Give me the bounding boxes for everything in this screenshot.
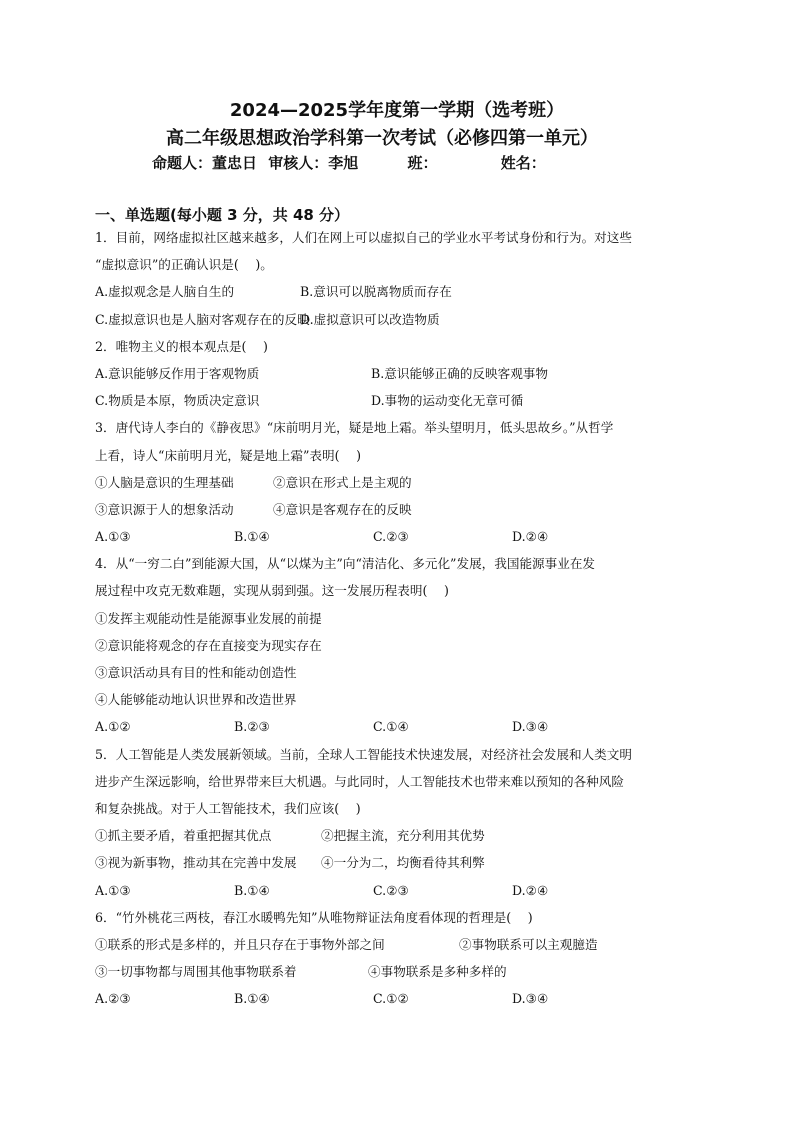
option-b: B.①④	[234, 882, 270, 898]
question-1	[95, 224, 700, 333]
option-row	[95, 360, 700, 387]
option-row	[95, 985, 700, 1012]
reviewer: 审核人：李旭	[268, 154, 359, 172]
statement-2: ②事物联系可以主观臆造	[459, 936, 598, 952]
option-a: A.①③	[95, 882, 131, 898]
option-c: C.②③	[373, 529, 409, 545]
statement-2: ②把握主流，充分利用其优势	[321, 828, 485, 844]
option-d: D.事物的运动变化无章可循	[371, 393, 524, 409]
question-stem: 3．唐代诗人李白的《静夜思》“床前明月光，疑是地上霜。举头望明月，低头思故乡。”从哲学	[95, 420, 614, 436]
name-label: 姓名：	[500, 154, 546, 172]
statement-4: ④一分为二，均衡看待其利弊	[321, 855, 485, 871]
option-b: B.②③	[234, 719, 270, 735]
question-stem: 2．唯物主义的根本观点是( )	[95, 338, 268, 354]
option-row	[95, 306, 700, 333]
option-a: A.①②	[95, 719, 131, 735]
option-b: B.①④	[234, 991, 270, 1007]
question-4	[95, 550, 700, 740]
option-row	[95, 523, 700, 550]
option-b: B.意识可以脱离物质而存在	[300, 284, 452, 300]
option-b: B.①④	[234, 529, 270, 545]
option-d: D.③④	[512, 719, 549, 735]
statement-3: ③意识活动具有目的性和能动创造性	[95, 665, 297, 680]
question-stem: “虚拟意识”的正确认识是( )。	[95, 257, 273, 273]
option-row	[95, 278, 700, 305]
question-list	[95, 224, 700, 1012]
statement-3: ③视为新事物，推动其在完善中发展	[95, 855, 297, 871]
class-label: 班：	[407, 154, 438, 172]
statement-row	[95, 822, 700, 849]
statement-4: ④事物联系是多种多样的	[368, 964, 507, 980]
statement-row	[95, 931, 700, 958]
question-stem: 1．目前，网络虚拟社区越来越多，人们在网上可以虚拟自己的学业水平考试身份和行为。对这些	[95, 230, 632, 245]
option-d: D.②④	[512, 882, 549, 898]
option-c: C.虚拟意识也是人脑对客观存在的反映	[95, 311, 310, 327]
statement-row	[95, 496, 700, 523]
exam-title-line1: 2024—2025学年度第一学期（选考班）	[229, 100, 565, 121]
question-stem: 6．“竹外桃花三两枝，春江水暖鸭先知”从唯物辩证法角度看体现的哲理是( )	[95, 909, 533, 925]
question-stem: 进步产生深远影响，给世界带来巨大机遇。与此同时，人工智能技术也带来难以预知的各种风险	[95, 773, 624, 789]
option-row	[95, 713, 700, 740]
statement-4: ④意识是客观存在的反映	[273, 501, 412, 517]
question-2	[95, 333, 700, 415]
statement-2: ②意识能将观念的存在直接变为现实存在	[95, 637, 322, 653]
question-5	[95, 741, 700, 904]
statement-1: ①抓主要矛盾，着重把握其优点	[95, 828, 272, 844]
statement-row	[95, 469, 700, 496]
statement-4: ④人能够能动地认识世界和改造世界	[95, 692, 297, 708]
question-6	[95, 904, 700, 1013]
question-stem: 上看，诗人“床前明月光，疑是地上霜”表明( )	[95, 447, 361, 463]
exam-title-line2: 高二年级思想政治学科第一次考试（必修四第一单元）	[166, 128, 598, 149]
question-stem: 展过程中攻克无数难题，实现从弱到强。这一发展历程表明( )	[95, 583, 449, 599]
statement-1: ①人脑是意识的生理基础	[95, 474, 234, 490]
exam-meta-line	[152, 152, 546, 173]
option-a: A.意识能够反作用于客观物质	[95, 365, 260, 381]
statement-row	[95, 958, 700, 985]
statement-3: ③意识源于人的想象活动	[95, 501, 234, 517]
option-c: C.①④	[373, 719, 409, 735]
option-c: C.①②	[373, 991, 409, 1007]
option-d: D.虚拟意识可以改造物质	[300, 311, 440, 327]
statement-2: ②意识在形式上是主观的	[273, 474, 412, 490]
statement-1: ①发挥主观能动性是能源事业发展的前提	[95, 610, 322, 626]
option-d: D.②④	[512, 529, 549, 545]
option-c: C.物质是本原，物质决定意识	[95, 393, 260, 409]
statement-3: ③一切事物都与周围其他事物联系着	[95, 964, 297, 980]
option-c: C.②③	[373, 882, 409, 898]
option-row	[95, 387, 700, 414]
option-a: A.①③	[95, 529, 131, 545]
question-3	[95, 414, 700, 550]
section-heading: 一、单选题(每小题 3 分，共 48 分）	[95, 206, 350, 224]
question-setter: 命题人：董忠日	[152, 154, 258, 172]
option-row	[95, 877, 700, 904]
option-d: D.③④	[512, 991, 549, 1007]
statement-row	[95, 849, 700, 876]
question-stem: 4．从“一穷二白”到能源大国，从“以煤为主”向“清洁化、多元化”发展，我国能源事业在发	[95, 556, 596, 572]
option-b: B.意识能够正确的反映客观事物	[371, 365, 548, 381]
question-stem: 和复杂挑战。对于人工智能技术，我们应该( )	[95, 800, 361, 816]
statement-1: ①联系的形式是多样的，并且只存在于事物外部之间	[95, 936, 385, 952]
question-stem: 5．人工智能是人类发展新领域。当前，全球人工智能技术快速发展，对经济社会发展和人类文明	[95, 746, 632, 762]
option-a: A.虚拟观念是人脑自生的	[95, 284, 235, 300]
option-a: A.②③	[95, 991, 131, 1007]
